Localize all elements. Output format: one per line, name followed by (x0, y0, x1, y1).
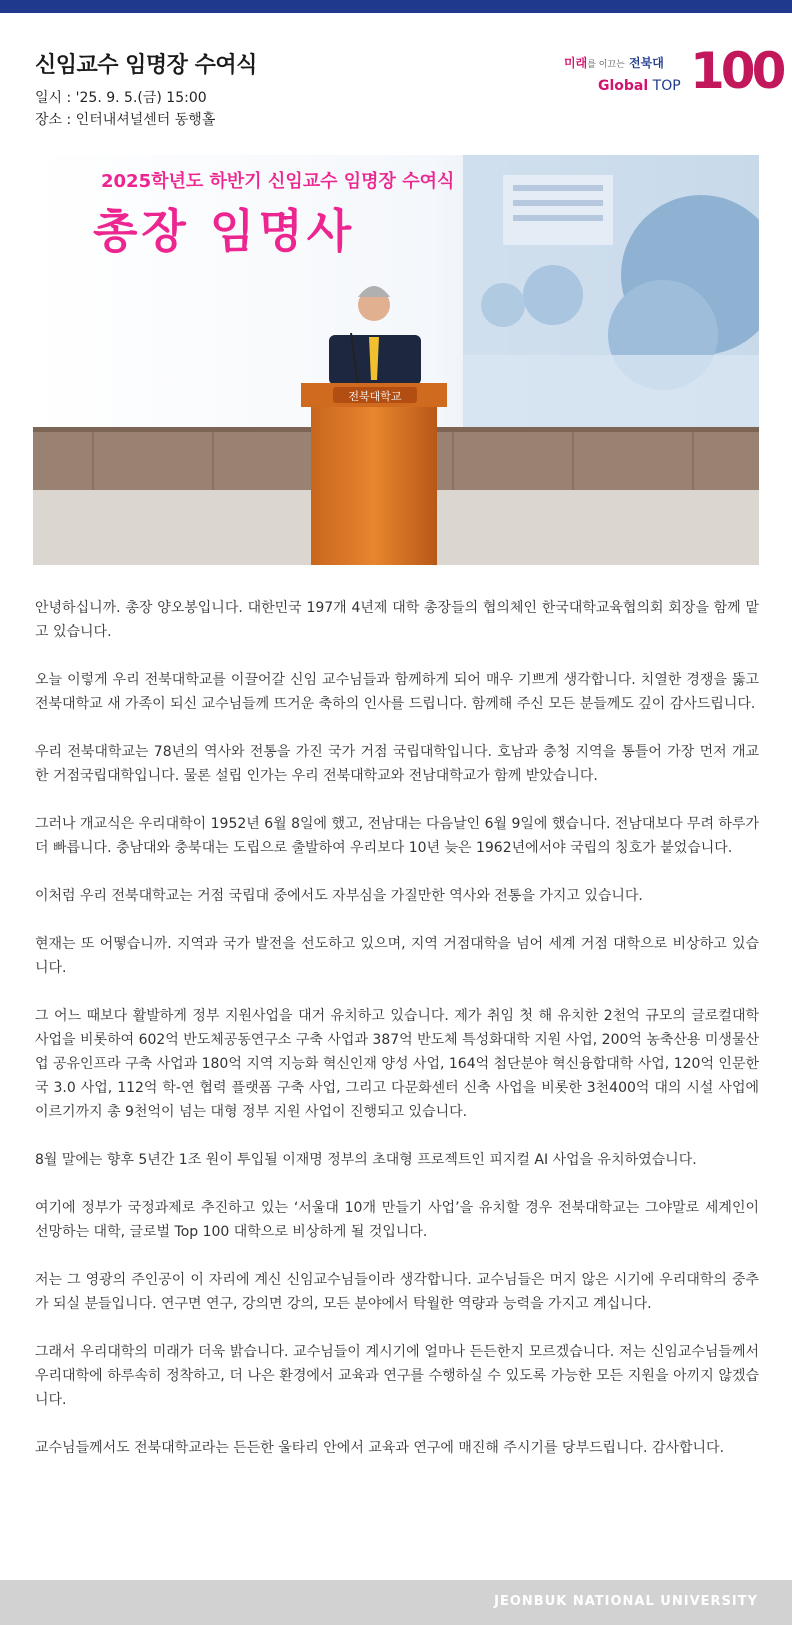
banner-title: 총장 임명사 (93, 204, 356, 258)
speech-paragraph: 그래서 우리대학의 미래가 더욱 밝습니다. 교수님들이 계시기에 얼마나 든든한지 모르겠습니다. 저는 신임교수님들께서 우리대학에 하루속히 정착하고, 더 나은 환경에서 교육과 연구를 수행하실 수 있도록 가능한 모든 지원을 아끼지 않겠습니다. (35, 1344, 759, 1408)
event-date: 일시 : '25. 9. 5.(금) 15:00 (35, 90, 207, 106)
speech-paragraph: 현재는 또 어떻습니까. 지역과 국가 발전을 선도하고 있으며, 지역 거점대학을 넘어 세계 거점 대학으로 비상하고 있습니다. (35, 936, 759, 976)
footer-bar (0, 1580, 792, 1625)
speech-paragraph: 교수님들께서도 전북대학교라는 든든한 울타리 안에서 교육과 연구에 매진해 주시기를 당부드립니다. 감사합니다. (35, 1440, 725, 1456)
page-title: 신임교수 임명장 수여식 (35, 53, 257, 78)
event-place: 장소 : 인터내셔널센터 동행홀 (35, 112, 216, 128)
speech-paragraph: 그러나 개교식은 우리대학이 1952년 6월 8일에 했고, 전남대는 다음날인 6월 9일에 했습니다. 전남대보다 무려 하루가 더 빠릅니다. 충남대와 충북대는 도립으로 출발하여 우리보다 10년 늦은 1962년에서야 국립의 칭호가 붙었습니다. (35, 816, 759, 856)
logo-text-leading: 를 이끄는 (587, 60, 625, 70)
footer-university-name: JEONBUK NATIONAL UNIVERSITY (494, 1594, 758, 1609)
logo-text-future: 미래 (564, 56, 588, 70)
podium-sign-text: 전북대학교 (348, 390, 402, 403)
speech-paragraph: 안녕하십니까. 총장 양오봉입니다. 대한민국 197개 4년제 대학 총장들의 협의체인 한국대학교육협의회 회장을 함께 맡고 있습니다. (35, 600, 759, 640)
logo-text-jbnu: 전북대 (624, 56, 664, 70)
speech-paragraph: 우리 전북대학교는 78년의 역사와 전통을 가진 국가 거점 국립대학입니다. 호남과 충청 지역을 통틀어 가장 먼저 개교한 거점국립대학입니다. 물론 설립 인가는 우리 전북대학교와 전남대학교가 함께 받았습니다. (35, 744, 759, 784)
speech-paragraph: 그 어느 때보다 활발하게 정부 지원사업을 대거 유치하고 있습니다. 제가 취임 첫 해 유치한 2천억 규모의 글로컬대학 사업을 비롯하여 602억 반도체공동연구소 구축 사업과 387억 반도체 특성화대학 지원 사업, 200억 농축산용 미생물산업 공유인프라 구축 사업과 180억 지역 지능화 혁신인재 양성 사업, 164억 첨단분야 혁신융합대학 사업, 120억 인문한국 3.0 사업, 112억 학-연 협력 플랫폼 구축 사업, 그리고 다문화센터 신축 사업을 비롯한 3천400억 대의 시설 사업에 이르기까지 총 9천억이 넘는 대형 정부 지원 사업이 진행되고 있습니다. (35, 1008, 759, 1120)
speech-paragraph: 여기에 정부가 국정과제로 추진하고 있는 ‘서울대 10개 만들기 사업’을 유치할 경우 전북대학교는 그야말로 세계인이 선망하는 대학, 글로벌 Top 100 대학으로 비상하게 될 것입니다. (35, 1200, 759, 1240)
logo-number-100: 100 (690, 42, 783, 100)
speech-body (35, 596, 759, 1484)
speech-paragraph: 오늘 이렇게 우리 전북대학교를 이끌어갈 신임 교수님들과 함께하게 되어 매우 기쁘게 생각합니다. 치열한 경쟁을 뚫고 전북대학교 새 가족이 되신 교수님들께 뜨거운 축하의 인사를 드립니다. 함께해 주신 모든 분들께도 깊이 감사드립니다. (35, 672, 759, 712)
ceremony-photo (33, 155, 759, 565)
global-top-100-logo (560, 42, 783, 100)
logo-text-top: TOP (648, 78, 681, 94)
speech-paragraph: 이처럼 우리 전북대학교는 거점 국립대 중에서도 자부심을 가질만한 역사와 전통을 가지고 있습니다. (35, 888, 643, 904)
speech-paragraph: 8월 말에는 향후 5년간 1조 원이 투입될 이재명 정부의 초대형 프로젝트인 피지컬 AI 사업을 유치하였습니다. (35, 1152, 697, 1168)
banner-subtitle: 2025학년도 하반기 신임교수 임명장 수여식 (101, 171, 455, 192)
speech-paragraph: 저는 그 영광의 주인공이 이 자리에 계신 신임교수님들이라 생각합니다. 교수님들은 머지 않은 시기에 우리대학의 중추가 되실 분들입니다. 연구면 연구, 강의면 강의, 모든 분야에서 탁월한 역량과 능력을 가지고 계십니다. (35, 1272, 759, 1312)
logo-text-global: Global (598, 78, 649, 94)
page-header (35, 48, 475, 131)
top-accent-bar (0, 0, 792, 13)
